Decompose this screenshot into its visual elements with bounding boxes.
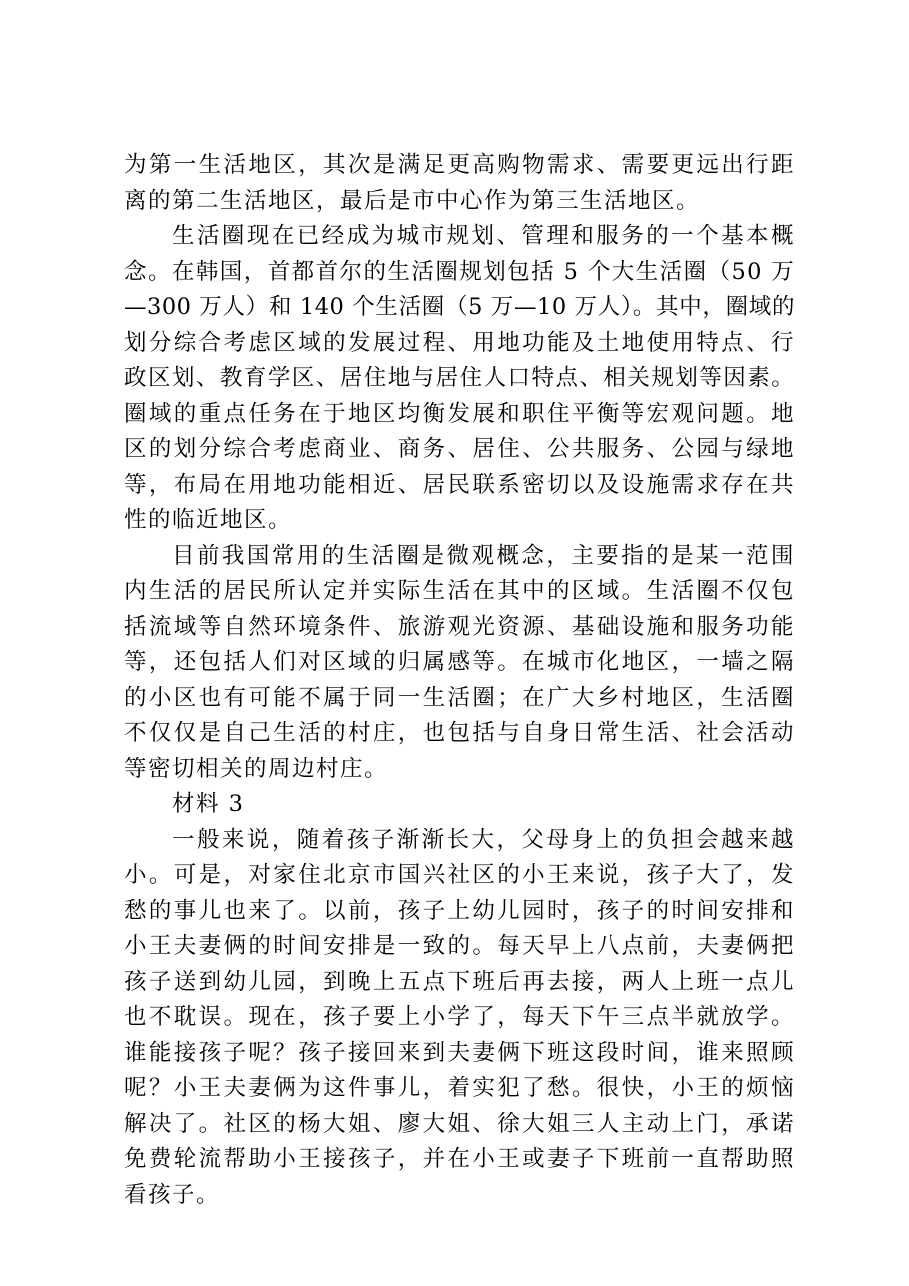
text-line: 解决了。社区的杨大姐、廖大姐、徐大姐三人主动上门，承诺 <box>124 1110 795 1137</box>
text-line: 等，布局在用地功能相近、居民联系密切以及设施需求存在共 <box>124 471 795 498</box>
text-line: 区的划分综合考虑商业、商务、居住、公共服务、公园与绿地 <box>124 436 795 462</box>
text-line: 等，还包括人们对区域的归属感等。在城市化地区，一墙之隔 <box>124 649 795 675</box>
text-line: 为第一生活地区，其次是满足更高购物需求、需要更远出行距 <box>124 152 795 178</box>
text-line: 括流域等自然环境条件、旅游观光资源、基础设施和服务功能 <box>124 613 795 640</box>
text-line: 等密切相关的周边村庄。 <box>124 755 389 782</box>
text-line: 内生活的居民所认定并实际生活在其中的区域。生活圈不仅包 <box>124 578 795 604</box>
text-line: —300 万人）和 140 个生活圈（5 万—10 万人）。其中，圈域的 <box>124 294 795 320</box>
text-line: 一般来说，随着孩子渐渐长大，父母身上的负担会越来越 <box>172 826 795 853</box>
text-line: 也不耽误。现在，孩子要上小学了，每天下午三点半就放学。 <box>124 1004 795 1030</box>
text-line: 不仅仅是自己生活的村庄，也包括与自身日常生活、社会活动 <box>124 720 795 746</box>
text-line: 看孩子。 <box>124 1181 221 1208</box>
text-line: 谁能接孩子呢？孩子接回来到夫妻俩下班这段时间，谁来照顾 <box>124 1039 795 1066</box>
text-line: 免费轮流帮助小王接孩子，并在小王或妻子下班前一直帮助照 <box>124 1146 795 1172</box>
text-line: 目前我国常用的生活圈是微观概念，主要指的是某一范围 <box>172 542 795 569</box>
text-line: 材料 3 <box>172 791 245 817</box>
text-line: 性的临近地区。 <box>124 507 293 533</box>
text-line: 生活圈现在已经成为城市规划、管理和服务的一个基本概 <box>172 223 795 249</box>
text-line: 小。可是，对家住北京市国兴社区的小王来说，孩子大了，发 <box>124 862 795 888</box>
text-line: 念。在韩国，首都首尔的生活圈规划包括 5 个大生活圈（50 万 <box>124 258 795 285</box>
text-line: 孩子送到幼儿园，到晚上五点下班后再去接，两人上班一点儿 <box>124 968 795 995</box>
text-line: 的小区也有可能不属于同一生活圈；在广大乡村地区，生活圈 <box>124 684 795 711</box>
text-line: 离的第二生活地区，最后是市中心作为第三生活地区。 <box>124 187 701 214</box>
text-line: 圈域的重点任务在于地区均衡发展和职住平衡等宏观问题。地 <box>124 400 795 427</box>
text-line: 呢？小王夫妻俩为这件事儿，着实犯了愁。很快，小王的烦恼 <box>124 1075 795 1101</box>
text-line: 愁的事儿也来了。以前，孩子上幼儿园时，孩子的时间安排和 <box>124 897 795 924</box>
text-line: 政区划、教育学区、居住地与居住人口特点、相关规划等因素。 <box>124 365 795 391</box>
text-line: 划分综合考虑区域的发展过程、用地功能及土地使用特点、行 <box>124 329 795 356</box>
body-text <box>124 148 795 1213</box>
text-line: 小王夫妻俩的时间安排是一致的。每天早上八点前，夫妻俩把 <box>124 933 795 959</box>
